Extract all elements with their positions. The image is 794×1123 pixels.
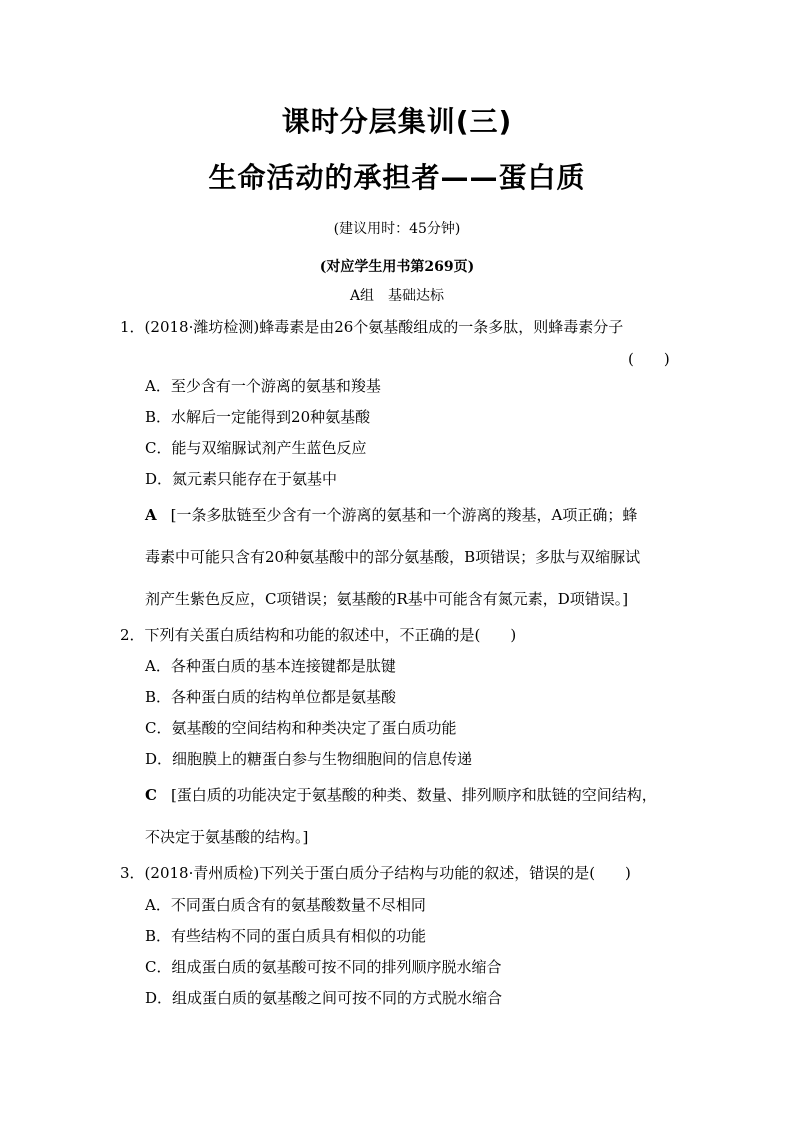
question-1-option-a: A．至少含有一个游离的氨基和羧基 [145,377,381,395]
question-1-option-d: D．氮元素只能存在于氨基中 [145,470,338,488]
question-2-explanation-text: [蛋白质的功能决定于氨基酸的种类、数量、排列顺序和肽链的空间结构， [170,786,657,804]
question-1-explanation-line-3: 剂产生紫色反应，C项错误；氨基酸的R基中可能含有氮元素，D项错误。] [145,590,629,608]
question-1-answer: A [145,506,157,524]
question-2-stem: 2．下列有关蛋白质结构和功能的叙述中，不正确的是( ) [120,626,517,644]
question-1-stem: 1．(2018·潍坊检测)蜂毒素是由26个氨基酸组成的一条多肽，则蜂毒素分子 [120,318,624,336]
page-subtitle: 生命活动的承担者——蛋白质 [208,161,586,194]
question-3-option-c: C．组成蛋白质的氨基酸可按不同的排列顺序脱水缩合 [145,958,502,976]
question-2-answer: C [145,786,157,804]
question-3-stem: 3．(2018·青州质检)下列关于蛋白质分子结构与功能的叙述，错误的是( ) [120,864,631,882]
question-1-explanation-text: [一条多肽链至少含有一个游离的氨基和一个游离的羧基，A项正确；蜂 [170,506,638,524]
question-1-explanation-line-2: 毒素中可能只含有20种氨基酸中的部分氨基酸，B项错误；多肽与双缩脲试 [145,548,641,566]
question-2-explanation-line-1 [145,784,657,805]
question-3-option-a: A．不同蛋白质含有的氨基酸数量不尽相同 [145,896,426,914]
page-title: 课时分层集训(三) [281,105,513,138]
question-3-option-b: B．有些结构不同的蛋白质具有相似的功能 [145,927,427,945]
question-2-option-a: A．各种蛋白质的基本连接键都是肽键 [145,657,396,675]
question-2-explanation-line-2: 不决定于氨基酸的结构。] [145,828,309,846]
book-reference: (对应学生用书第269页) [319,259,475,275]
suggested-time: (建议用时：45分钟) [333,221,461,237]
question-2-option-c: C．氨基酸的空间结构和种类决定了蛋白质功能 [145,719,457,737]
question-1-option-c: C．能与双缩脲试剂产生蓝色反应 [145,439,367,457]
question-1-option-b: B．水解后一定能得到20种氨基酸 [145,408,371,426]
question-1-explanation-line-1 [145,504,637,525]
group-heading: A组 基础达标 [349,288,445,304]
question-1-blank: ( ) [628,350,670,368]
question-2-option-b: B．各种蛋白质的结构单位都是氨基酸 [145,688,397,706]
question-2-option-d: D．细胞膜上的糖蛋白参与生物细胞间的信息传递 [145,750,473,768]
question-3-option-d: D．组成蛋白质的氨基酸之间可按不同的方式脱水缩合 [145,989,503,1007]
